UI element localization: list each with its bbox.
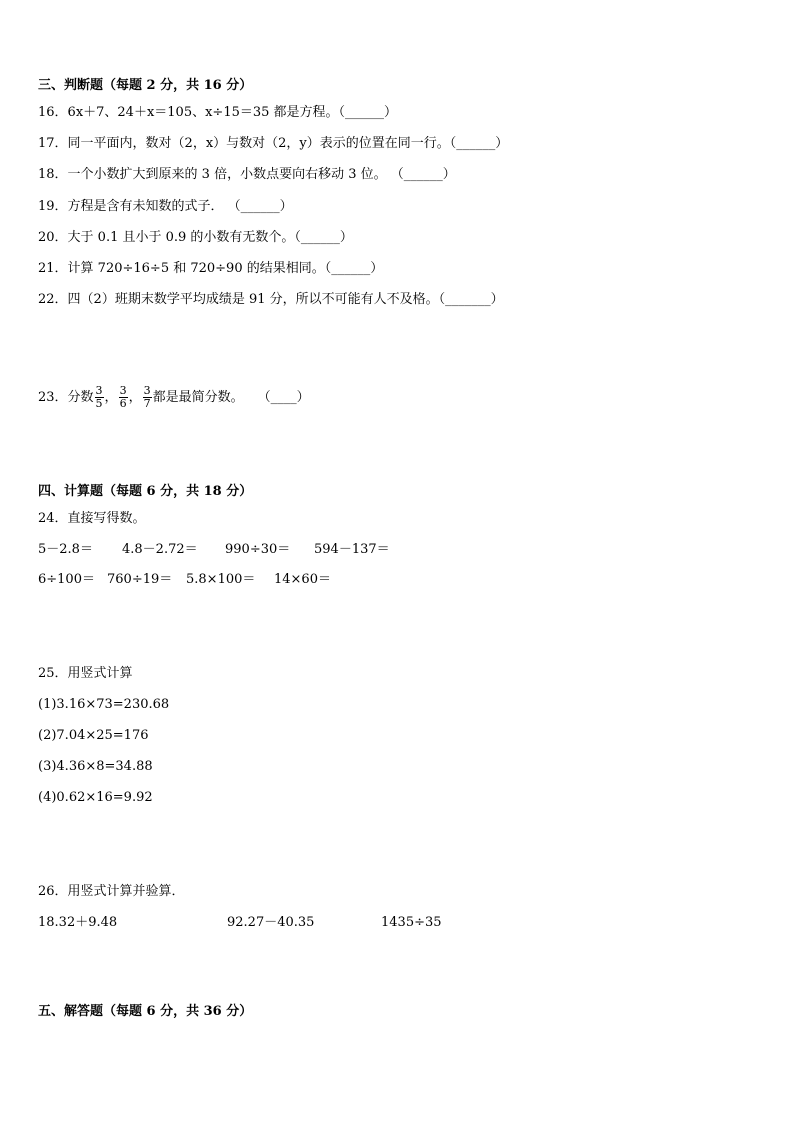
fraction: $\frac{3}{6}$	[119, 384, 127, 410]
question-22: 22．四（2）班期末数学平均成绩是 91 分，所以不可能有人不及格。（_______）	[38, 292, 504, 307]
q26-item: 18.32＋9.48	[38, 915, 118, 930]
q24-item: 990÷30＝	[225, 542, 291, 557]
q25-item: (4)0.62×16=9.92	[38, 790, 153, 805]
q24-item: 760÷19＝	[107, 572, 173, 587]
question-25-title: 25．用竖式计算	[38, 666, 133, 681]
q25-item: (3)4.36×8=34.88	[38, 759, 153, 774]
question-20: 20．大于 0.1 且小于 0.9 的小数有无数个。（______）	[38, 230, 353, 245]
question-23-blank: （____）	[257, 390, 310, 405]
q24-item: 6÷100＝	[38, 572, 95, 587]
question-23-suffix: 都是最简分数。	[152, 390, 244, 405]
q26-item: 1435÷35	[381, 915, 442, 930]
q24-item: 14×60＝	[274, 572, 331, 587]
section-4-title: 四、计算题（每题 6 分，共 18 分）	[38, 484, 253, 499]
question-19: 19．方程是含有未知数的式子． （______）	[38, 199, 293, 214]
question-23-prefix: 23．分数	[38, 390, 94, 405]
question-26-title: 26．用竖式计算并验算．	[38, 884, 185, 899]
fraction: $\frac{3}{5}$	[95, 384, 103, 410]
section-5-title: 五、解答题（每题 6 分，共 36 分）	[38, 1004, 253, 1019]
q24-item: 5－2.8＝	[38, 542, 93, 557]
section-3-title: 三、判断题（每题 2 分，共 16 分）	[38, 78, 253, 93]
question-24-title: 24．直接写得数。	[38, 511, 146, 526]
q24-item: 4.8－2.72＝	[122, 542, 198, 557]
q25-item: (2)7.04×25=176	[38, 728, 149, 743]
question-18: 18．一个小数扩大到原来的 3 倍，小数点要向右移动 3 位。 （______）	[38, 167, 456, 182]
question-17: 17．同一平面内，数对（2，x）与数对（2，y）表示的位置在同一行。（______）	[38, 136, 509, 151]
question-16: 16．6x＋7、24＋x＝105、x÷15＝35 都是方程。（______）	[38, 105, 398, 120]
q26-item: 92.27－40.35	[227, 915, 315, 930]
q24-item: 594－137＝	[314, 542, 390, 557]
q24-item: 5.8×100＝	[186, 572, 256, 587]
question-23: 23．分数 $\frac{3}{5}$ ， $\frac{3}{6}$ ， $\frac{3}{7}$ 都是最简分数。 （____）	[38, 384, 310, 410]
question-21: 21．计算 720÷16÷5 和 720÷90 的结果相同。（______）	[38, 261, 384, 276]
q25-item: (1)3.16×73=230.68	[38, 697, 170, 712]
fraction: $\frac{3}{7}$	[143, 384, 151, 410]
